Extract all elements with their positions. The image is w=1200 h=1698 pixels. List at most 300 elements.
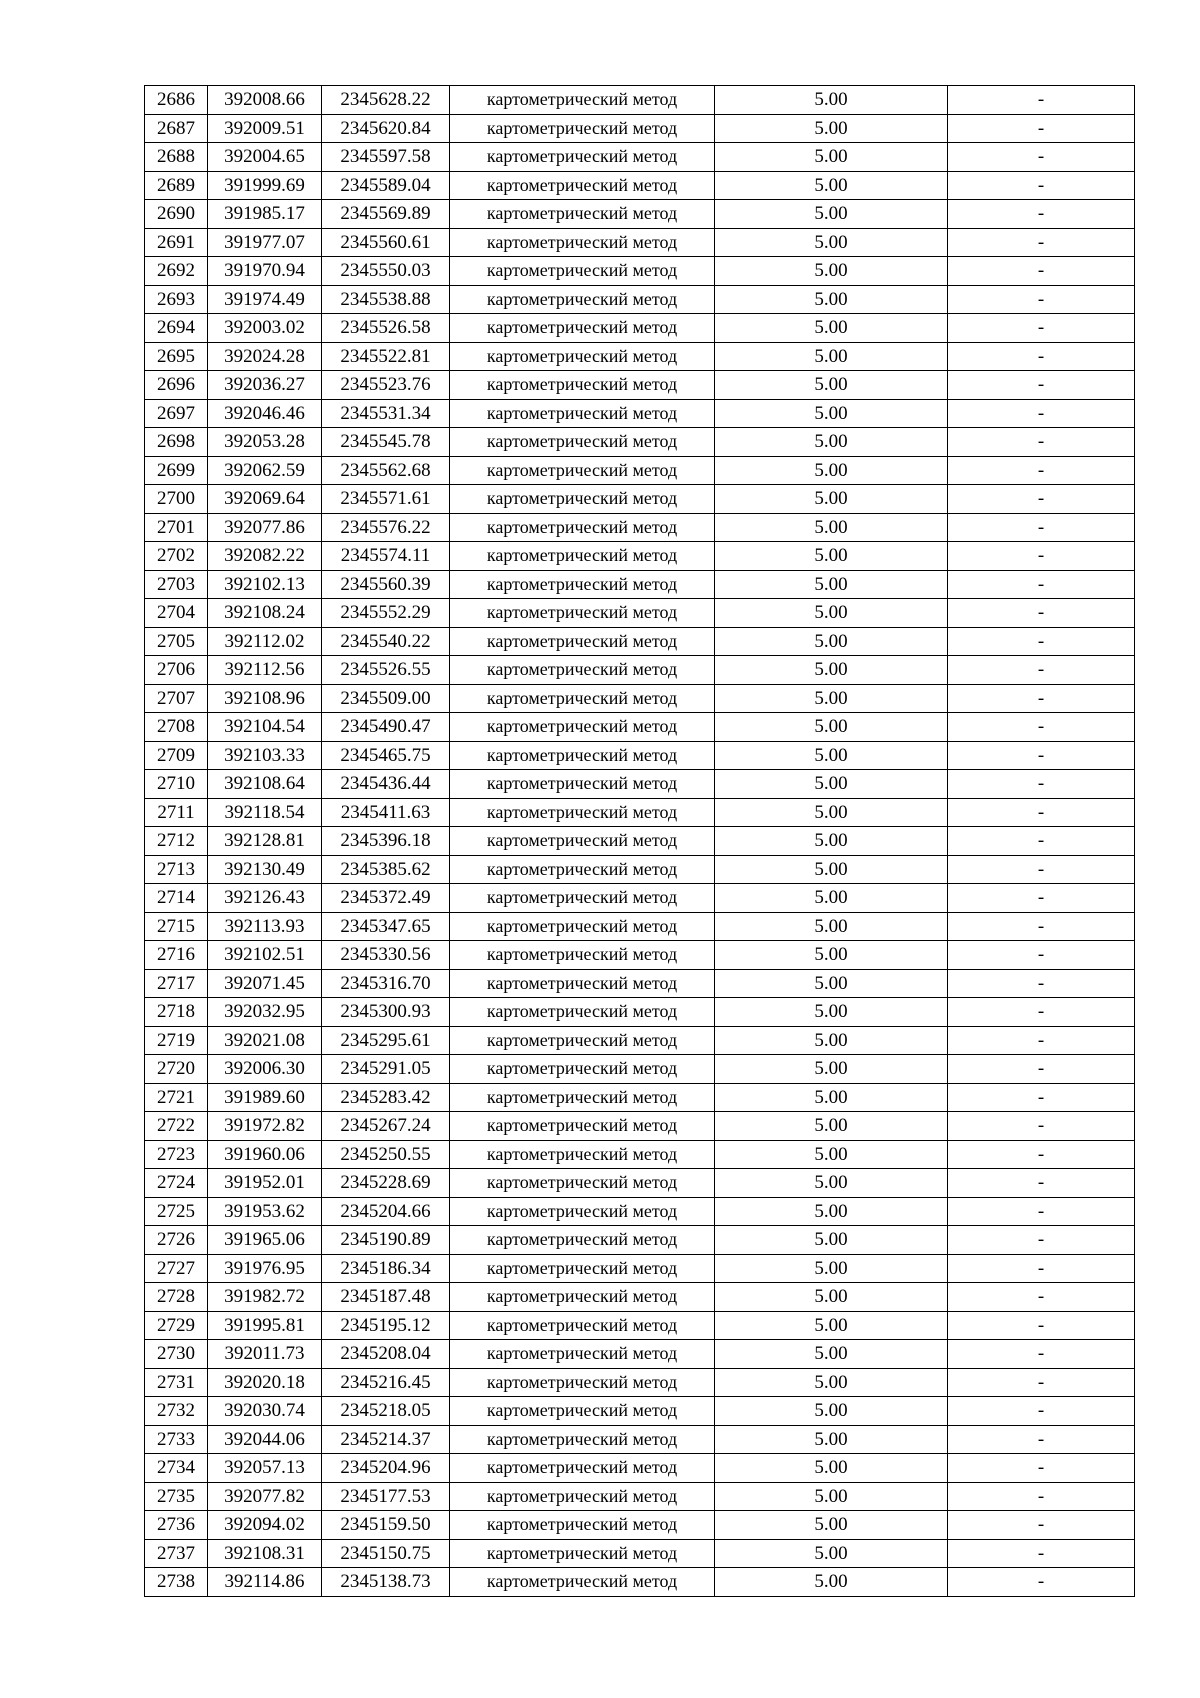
- accuracy-cell: 5.00: [715, 1112, 948, 1141]
- accuracy-cell: 5.00: [715, 428, 948, 457]
- method-cell: картометрический метод: [450, 998, 715, 1027]
- y-coordinate-cell: 2345620.84: [322, 114, 450, 143]
- y-coordinate-cell: 2345208.04: [322, 1340, 450, 1369]
- point-number-cell: 2690: [145, 200, 208, 229]
- x-coordinate-cell: 392094.02: [208, 1511, 322, 1540]
- note-cell: -: [948, 314, 1135, 343]
- x-coordinate-cell: 392004.65: [208, 143, 322, 172]
- point-number-cell: 2732: [145, 1397, 208, 1426]
- accuracy-cell: 5.00: [715, 200, 948, 229]
- note-cell: -: [948, 399, 1135, 428]
- method-cell: картометрический метод: [450, 1254, 715, 1283]
- method-cell: картометрический метод: [450, 798, 715, 827]
- method-cell: картометрический метод: [450, 200, 715, 229]
- y-coordinate-cell: 2345385.62: [322, 855, 450, 884]
- method-cell: картометрический метод: [450, 770, 715, 799]
- x-coordinate-cell: 392108.64: [208, 770, 322, 799]
- y-coordinate-cell: 2345187.48: [322, 1283, 450, 1312]
- table-row: [145, 456, 1135, 485]
- table-row: [145, 1425, 1135, 1454]
- method-cell: картометрический метод: [450, 1311, 715, 1340]
- method-cell: картометрический метод: [450, 114, 715, 143]
- point-number-cell: 2694: [145, 314, 208, 343]
- table-row: [145, 912, 1135, 941]
- note-cell: -: [948, 371, 1135, 400]
- x-coordinate-cell: 392036.27: [208, 371, 322, 400]
- table-row: [145, 684, 1135, 713]
- y-coordinate-cell: 2345316.70: [322, 969, 450, 998]
- table-row: [145, 1083, 1135, 1112]
- method-cell: картометрический метод: [450, 656, 715, 685]
- note-cell: -: [948, 171, 1135, 200]
- point-number-cell: 2713: [145, 855, 208, 884]
- point-number-cell: 2723: [145, 1140, 208, 1169]
- note-cell: -: [948, 570, 1135, 599]
- accuracy-cell: 5.00: [715, 228, 948, 257]
- x-coordinate-cell: 391960.06: [208, 1140, 322, 1169]
- method-cell: картометрический метод: [450, 399, 715, 428]
- note-cell: -: [948, 969, 1135, 998]
- y-coordinate-cell: 2345531.34: [322, 399, 450, 428]
- accuracy-cell: 5.00: [715, 741, 948, 770]
- method-cell: картометрический метод: [450, 1454, 715, 1483]
- table-row: [145, 114, 1135, 143]
- accuracy-cell: 5.00: [715, 1026, 948, 1055]
- y-coordinate-cell: 2345186.34: [322, 1254, 450, 1283]
- accuracy-cell: 5.00: [715, 599, 948, 628]
- table-row: [145, 314, 1135, 343]
- table-row: [145, 1140, 1135, 1169]
- point-number-cell: 2724: [145, 1169, 208, 1198]
- x-coordinate-cell: 391953.62: [208, 1197, 322, 1226]
- point-number-cell: 2700: [145, 485, 208, 514]
- method-cell: картометрический метод: [450, 1482, 715, 1511]
- point-number-cell: 2717: [145, 969, 208, 998]
- accuracy-cell: 5.00: [715, 1482, 948, 1511]
- note-cell: -: [948, 1254, 1135, 1283]
- y-coordinate-cell: 2345571.61: [322, 485, 450, 514]
- point-number-cell: 2715: [145, 912, 208, 941]
- note-cell: -: [948, 798, 1135, 827]
- note-cell: -: [948, 684, 1135, 713]
- table-row: [145, 1055, 1135, 1084]
- note-cell: -: [948, 1340, 1135, 1369]
- point-number-cell: 2701: [145, 513, 208, 542]
- x-coordinate-cell: 391989.60: [208, 1083, 322, 1112]
- point-number-cell: 2704: [145, 599, 208, 628]
- point-number-cell: 2722: [145, 1112, 208, 1141]
- table-row: [145, 1454, 1135, 1483]
- method-cell: картометрический метод: [450, 342, 715, 371]
- point-number-cell: 2737: [145, 1539, 208, 1568]
- y-coordinate-cell: 2345283.42: [322, 1083, 450, 1112]
- y-coordinate-cell: 2345574.11: [322, 542, 450, 571]
- accuracy-cell: 5.00: [715, 1254, 948, 1283]
- method-cell: картометрический метод: [450, 1425, 715, 1454]
- x-coordinate-cell: 392069.64: [208, 485, 322, 514]
- note-cell: -: [948, 1283, 1135, 1312]
- x-coordinate-cell: 392008.66: [208, 86, 322, 115]
- note-cell: -: [948, 1368, 1135, 1397]
- method-cell: картометрический метод: [450, 285, 715, 314]
- x-coordinate-cell: 392126.43: [208, 884, 322, 913]
- table-row: [145, 827, 1135, 856]
- method-cell: картометрический метод: [450, 1511, 715, 1540]
- y-coordinate-cell: 2345159.50: [322, 1511, 450, 1540]
- note-cell: -: [948, 599, 1135, 628]
- y-coordinate-cell: 2345526.58: [322, 314, 450, 343]
- y-coordinate-cell: 2345396.18: [322, 827, 450, 856]
- accuracy-cell: 5.00: [715, 171, 948, 200]
- x-coordinate-cell: 392057.13: [208, 1454, 322, 1483]
- x-coordinate-cell: 392032.95: [208, 998, 322, 1027]
- x-coordinate-cell: 392044.06: [208, 1425, 322, 1454]
- accuracy-cell: 5.00: [715, 1568, 948, 1597]
- method-cell: картометрический метод: [450, 171, 715, 200]
- point-number-cell: 2710: [145, 770, 208, 799]
- x-coordinate-cell: 392020.18: [208, 1368, 322, 1397]
- y-coordinate-cell: 2345216.45: [322, 1368, 450, 1397]
- table-row: [145, 342, 1135, 371]
- point-number-cell: 2735: [145, 1482, 208, 1511]
- x-coordinate-cell: 392102.51: [208, 941, 322, 970]
- note-cell: -: [948, 1511, 1135, 1540]
- point-number-cell: 2726: [145, 1226, 208, 1255]
- y-coordinate-cell: 2345562.68: [322, 456, 450, 485]
- table-row: [145, 1539, 1135, 1568]
- point-number-cell: 2689: [145, 171, 208, 200]
- x-coordinate-cell: 391999.69: [208, 171, 322, 200]
- table-row: [145, 1197, 1135, 1226]
- table-row: [145, 1340, 1135, 1369]
- table-row: [145, 884, 1135, 913]
- accuracy-cell: 5.00: [715, 1311, 948, 1340]
- accuracy-cell: 5.00: [715, 798, 948, 827]
- x-coordinate-cell: 392108.31: [208, 1539, 322, 1568]
- accuracy-cell: 5.00: [715, 1539, 948, 1568]
- y-coordinate-cell: 2345589.04: [322, 171, 450, 200]
- table-row: [145, 171, 1135, 200]
- accuracy-cell: 5.00: [715, 114, 948, 143]
- table-row: [145, 1169, 1135, 1198]
- point-number-cell: 2738: [145, 1568, 208, 1597]
- note-cell: -: [948, 228, 1135, 257]
- method-cell: картометрический метод: [450, 599, 715, 628]
- y-coordinate-cell: 2345552.29: [322, 599, 450, 628]
- point-number-cell: 2696: [145, 371, 208, 400]
- table-row: [145, 656, 1135, 685]
- y-coordinate-cell: 2345214.37: [322, 1425, 450, 1454]
- x-coordinate-cell: 392071.45: [208, 969, 322, 998]
- note-cell: -: [948, 627, 1135, 656]
- accuracy-cell: 5.00: [715, 1197, 948, 1226]
- x-coordinate-cell: 392009.51: [208, 114, 322, 143]
- accuracy-cell: 5.00: [715, 86, 948, 115]
- table-row: [145, 200, 1135, 229]
- accuracy-cell: 5.00: [715, 1226, 948, 1255]
- accuracy-cell: 5.00: [715, 969, 948, 998]
- method-cell: картометрический метод: [450, 741, 715, 770]
- x-coordinate-cell: 392103.33: [208, 741, 322, 770]
- note-cell: -: [948, 1169, 1135, 1198]
- method-cell: картометрический метод: [450, 542, 715, 571]
- x-coordinate-cell: 392128.81: [208, 827, 322, 856]
- accuracy-cell: 5.00: [715, 371, 948, 400]
- table-row: [145, 998, 1135, 1027]
- note-cell: -: [948, 456, 1135, 485]
- table-row: [145, 1283, 1135, 1312]
- note-cell: -: [948, 1568, 1135, 1597]
- note-cell: -: [948, 1197, 1135, 1226]
- method-cell: картометрический метод: [450, 1197, 715, 1226]
- x-coordinate-cell: 392077.82: [208, 1482, 322, 1511]
- accuracy-cell: 5.00: [715, 342, 948, 371]
- point-number-cell: 2719: [145, 1026, 208, 1055]
- note-cell: -: [948, 770, 1135, 799]
- method-cell: картометрический метод: [450, 371, 715, 400]
- note-cell: -: [948, 285, 1135, 314]
- accuracy-cell: 5.00: [715, 627, 948, 656]
- method-cell: картометрический метод: [450, 855, 715, 884]
- note-cell: -: [948, 542, 1135, 571]
- point-number-cell: 2721: [145, 1083, 208, 1112]
- note-cell: -: [948, 1482, 1135, 1511]
- accuracy-cell: 5.00: [715, 1140, 948, 1169]
- x-coordinate-cell: 391995.81: [208, 1311, 322, 1340]
- point-number-cell: 2736: [145, 1511, 208, 1540]
- accuracy-cell: 5.00: [715, 542, 948, 571]
- x-coordinate-cell: 392024.28: [208, 342, 322, 371]
- method-cell: картометрический метод: [450, 428, 715, 457]
- method-cell: картометрический метод: [450, 884, 715, 913]
- x-coordinate-cell: 392108.24: [208, 599, 322, 628]
- accuracy-cell: 5.00: [715, 998, 948, 1027]
- note-cell: -: [948, 143, 1135, 172]
- point-number-cell: 2707: [145, 684, 208, 713]
- point-number-cell: 2727: [145, 1254, 208, 1283]
- method-cell: картометрический метод: [450, 1539, 715, 1568]
- accuracy-cell: 5.00: [715, 684, 948, 713]
- note-cell: -: [948, 884, 1135, 913]
- accuracy-cell: 5.00: [715, 1511, 948, 1540]
- accuracy-cell: 5.00: [715, 1425, 948, 1454]
- note-cell: -: [948, 342, 1135, 371]
- y-coordinate-cell: 2345228.69: [322, 1169, 450, 1198]
- x-coordinate-cell: 392082.22: [208, 542, 322, 571]
- table-row: [145, 1568, 1135, 1597]
- y-coordinate-cell: 2345138.73: [322, 1568, 450, 1597]
- point-number-cell: 2720: [145, 1055, 208, 1084]
- point-number-cell: 2716: [145, 941, 208, 970]
- x-coordinate-cell: 391977.07: [208, 228, 322, 257]
- method-cell: картометрический метод: [450, 827, 715, 856]
- point-number-cell: 2688: [145, 143, 208, 172]
- y-coordinate-cell: 2345576.22: [322, 513, 450, 542]
- point-number-cell: 2718: [145, 998, 208, 1027]
- accuracy-cell: 5.00: [715, 1169, 948, 1198]
- y-coordinate-cell: 2345540.22: [322, 627, 450, 656]
- method-cell: картометрический метод: [450, 86, 715, 115]
- method-cell: картометрический метод: [450, 969, 715, 998]
- note-cell: -: [948, 1083, 1135, 1112]
- y-coordinate-cell: 2345250.55: [322, 1140, 450, 1169]
- note-cell: -: [948, 741, 1135, 770]
- y-coordinate-cell: 2345300.93: [322, 998, 450, 1027]
- method-cell: картометрический метод: [450, 1397, 715, 1426]
- table-row: [145, 1511, 1135, 1540]
- accuracy-cell: 5.00: [715, 285, 948, 314]
- table-row: [145, 542, 1135, 571]
- accuracy-cell: 5.00: [715, 143, 948, 172]
- x-coordinate-cell: 392011.73: [208, 1340, 322, 1369]
- note-cell: -: [948, 428, 1135, 457]
- point-number-cell: 2699: [145, 456, 208, 485]
- note-cell: -: [948, 114, 1135, 143]
- point-number-cell: 2711: [145, 798, 208, 827]
- x-coordinate-cell: 391965.06: [208, 1226, 322, 1255]
- accuracy-cell: 5.00: [715, 257, 948, 286]
- point-number-cell: 2709: [145, 741, 208, 770]
- y-coordinate-cell: 2345177.53: [322, 1482, 450, 1511]
- accuracy-cell: 5.00: [715, 656, 948, 685]
- y-coordinate-cell: 2345436.44: [322, 770, 450, 799]
- x-coordinate-cell: 391970.94: [208, 257, 322, 286]
- method-cell: картометрический метод: [450, 1112, 715, 1141]
- method-cell: картометрический метод: [450, 1568, 715, 1597]
- note-cell: -: [948, 1311, 1135, 1340]
- table-row: [145, 741, 1135, 770]
- y-coordinate-cell: 2345628.22: [322, 86, 450, 115]
- y-coordinate-cell: 2345526.55: [322, 656, 450, 685]
- note-cell: -: [948, 827, 1135, 856]
- y-coordinate-cell: 2345550.03: [322, 257, 450, 286]
- method-cell: картометрический метод: [450, 456, 715, 485]
- table-row: [145, 285, 1135, 314]
- table-row: [145, 770, 1135, 799]
- coordinates-table-body: [145, 86, 1135, 1597]
- y-coordinate-cell: 2345204.66: [322, 1197, 450, 1226]
- y-coordinate-cell: 2345522.81: [322, 342, 450, 371]
- point-number-cell: 2733: [145, 1425, 208, 1454]
- table-row: [145, 1112, 1135, 1141]
- x-coordinate-cell: 392021.08: [208, 1026, 322, 1055]
- x-coordinate-cell: 392108.96: [208, 684, 322, 713]
- table-row: [145, 143, 1135, 172]
- point-number-cell: 2702: [145, 542, 208, 571]
- table-row: [145, 228, 1135, 257]
- accuracy-cell: 5.00: [715, 1055, 948, 1084]
- note-cell: -: [948, 1397, 1135, 1426]
- point-number-cell: 2703: [145, 570, 208, 599]
- note-cell: -: [948, 1539, 1135, 1568]
- y-coordinate-cell: 2345509.00: [322, 684, 450, 713]
- x-coordinate-cell: 392104.54: [208, 713, 322, 742]
- y-coordinate-cell: 2345190.89: [322, 1226, 450, 1255]
- method-cell: картометрический метод: [450, 627, 715, 656]
- y-coordinate-cell: 2345411.63: [322, 798, 450, 827]
- y-coordinate-cell: 2345465.75: [322, 741, 450, 770]
- accuracy-cell: 5.00: [715, 456, 948, 485]
- method-cell: картометрический метод: [450, 314, 715, 343]
- method-cell: картометрический метод: [450, 684, 715, 713]
- point-number-cell: 2728: [145, 1283, 208, 1312]
- point-number-cell: 2686: [145, 86, 208, 115]
- table-row: [145, 1482, 1135, 1511]
- point-number-cell: 2730: [145, 1340, 208, 1369]
- method-cell: картометрический метод: [450, 1055, 715, 1084]
- accuracy-cell: 5.00: [715, 713, 948, 742]
- point-number-cell: 2708: [145, 713, 208, 742]
- accuracy-cell: 5.00: [715, 884, 948, 913]
- table-row: [145, 1026, 1135, 1055]
- method-cell: картометрический метод: [450, 941, 715, 970]
- method-cell: картометрический метод: [450, 912, 715, 941]
- x-coordinate-cell: 391985.17: [208, 200, 322, 229]
- note-cell: -: [948, 998, 1135, 1027]
- table-row: [145, 798, 1135, 827]
- x-coordinate-cell: 392114.86: [208, 1568, 322, 1597]
- note-cell: -: [948, 656, 1135, 685]
- note-cell: -: [948, 941, 1135, 970]
- table-row: [145, 86, 1135, 115]
- accuracy-cell: 5.00: [715, 1283, 948, 1312]
- accuracy-cell: 5.00: [715, 570, 948, 599]
- note-cell: -: [948, 1112, 1135, 1141]
- coordinates-table: [144, 85, 1135, 1597]
- note-cell: -: [948, 1425, 1135, 1454]
- table-row: [145, 941, 1135, 970]
- x-coordinate-cell: 392006.30: [208, 1055, 322, 1084]
- method-cell: картометрический метод: [450, 1283, 715, 1312]
- table-row: [145, 1226, 1135, 1255]
- x-coordinate-cell: 391972.82: [208, 1112, 322, 1141]
- table-row: [145, 1311, 1135, 1340]
- y-coordinate-cell: 2345560.61: [322, 228, 450, 257]
- point-number-cell: 2692: [145, 257, 208, 286]
- point-number-cell: 2712: [145, 827, 208, 856]
- method-cell: картометрический метод: [450, 485, 715, 514]
- table-row: [145, 485, 1135, 514]
- table-row: [145, 627, 1135, 656]
- table-row: [145, 570, 1135, 599]
- accuracy-cell: 5.00: [715, 485, 948, 514]
- y-coordinate-cell: 2345523.76: [322, 371, 450, 400]
- table-row: [145, 257, 1135, 286]
- accuracy-cell: 5.00: [715, 912, 948, 941]
- table-row: [145, 399, 1135, 428]
- point-number-cell: 2705: [145, 627, 208, 656]
- y-coordinate-cell: 2345291.05: [322, 1055, 450, 1084]
- accuracy-cell: 5.00: [715, 513, 948, 542]
- table-row: [145, 855, 1135, 884]
- x-coordinate-cell: 391952.01: [208, 1169, 322, 1198]
- x-coordinate-cell: 392102.13: [208, 570, 322, 599]
- accuracy-cell: 5.00: [715, 941, 948, 970]
- y-coordinate-cell: 2345569.89: [322, 200, 450, 229]
- y-coordinate-cell: 2345538.88: [322, 285, 450, 314]
- x-coordinate-cell: 392030.74: [208, 1397, 322, 1426]
- y-coordinate-cell: 2345150.75: [322, 1539, 450, 1568]
- note-cell: -: [948, 1226, 1135, 1255]
- point-number-cell: 2734: [145, 1454, 208, 1483]
- note-cell: -: [948, 257, 1135, 286]
- table-row: [145, 428, 1135, 457]
- x-coordinate-cell: 392113.93: [208, 912, 322, 941]
- method-cell: картометрический метод: [450, 1140, 715, 1169]
- y-coordinate-cell: 2345295.61: [322, 1026, 450, 1055]
- note-cell: -: [948, 485, 1135, 514]
- x-coordinate-cell: 392112.02: [208, 627, 322, 656]
